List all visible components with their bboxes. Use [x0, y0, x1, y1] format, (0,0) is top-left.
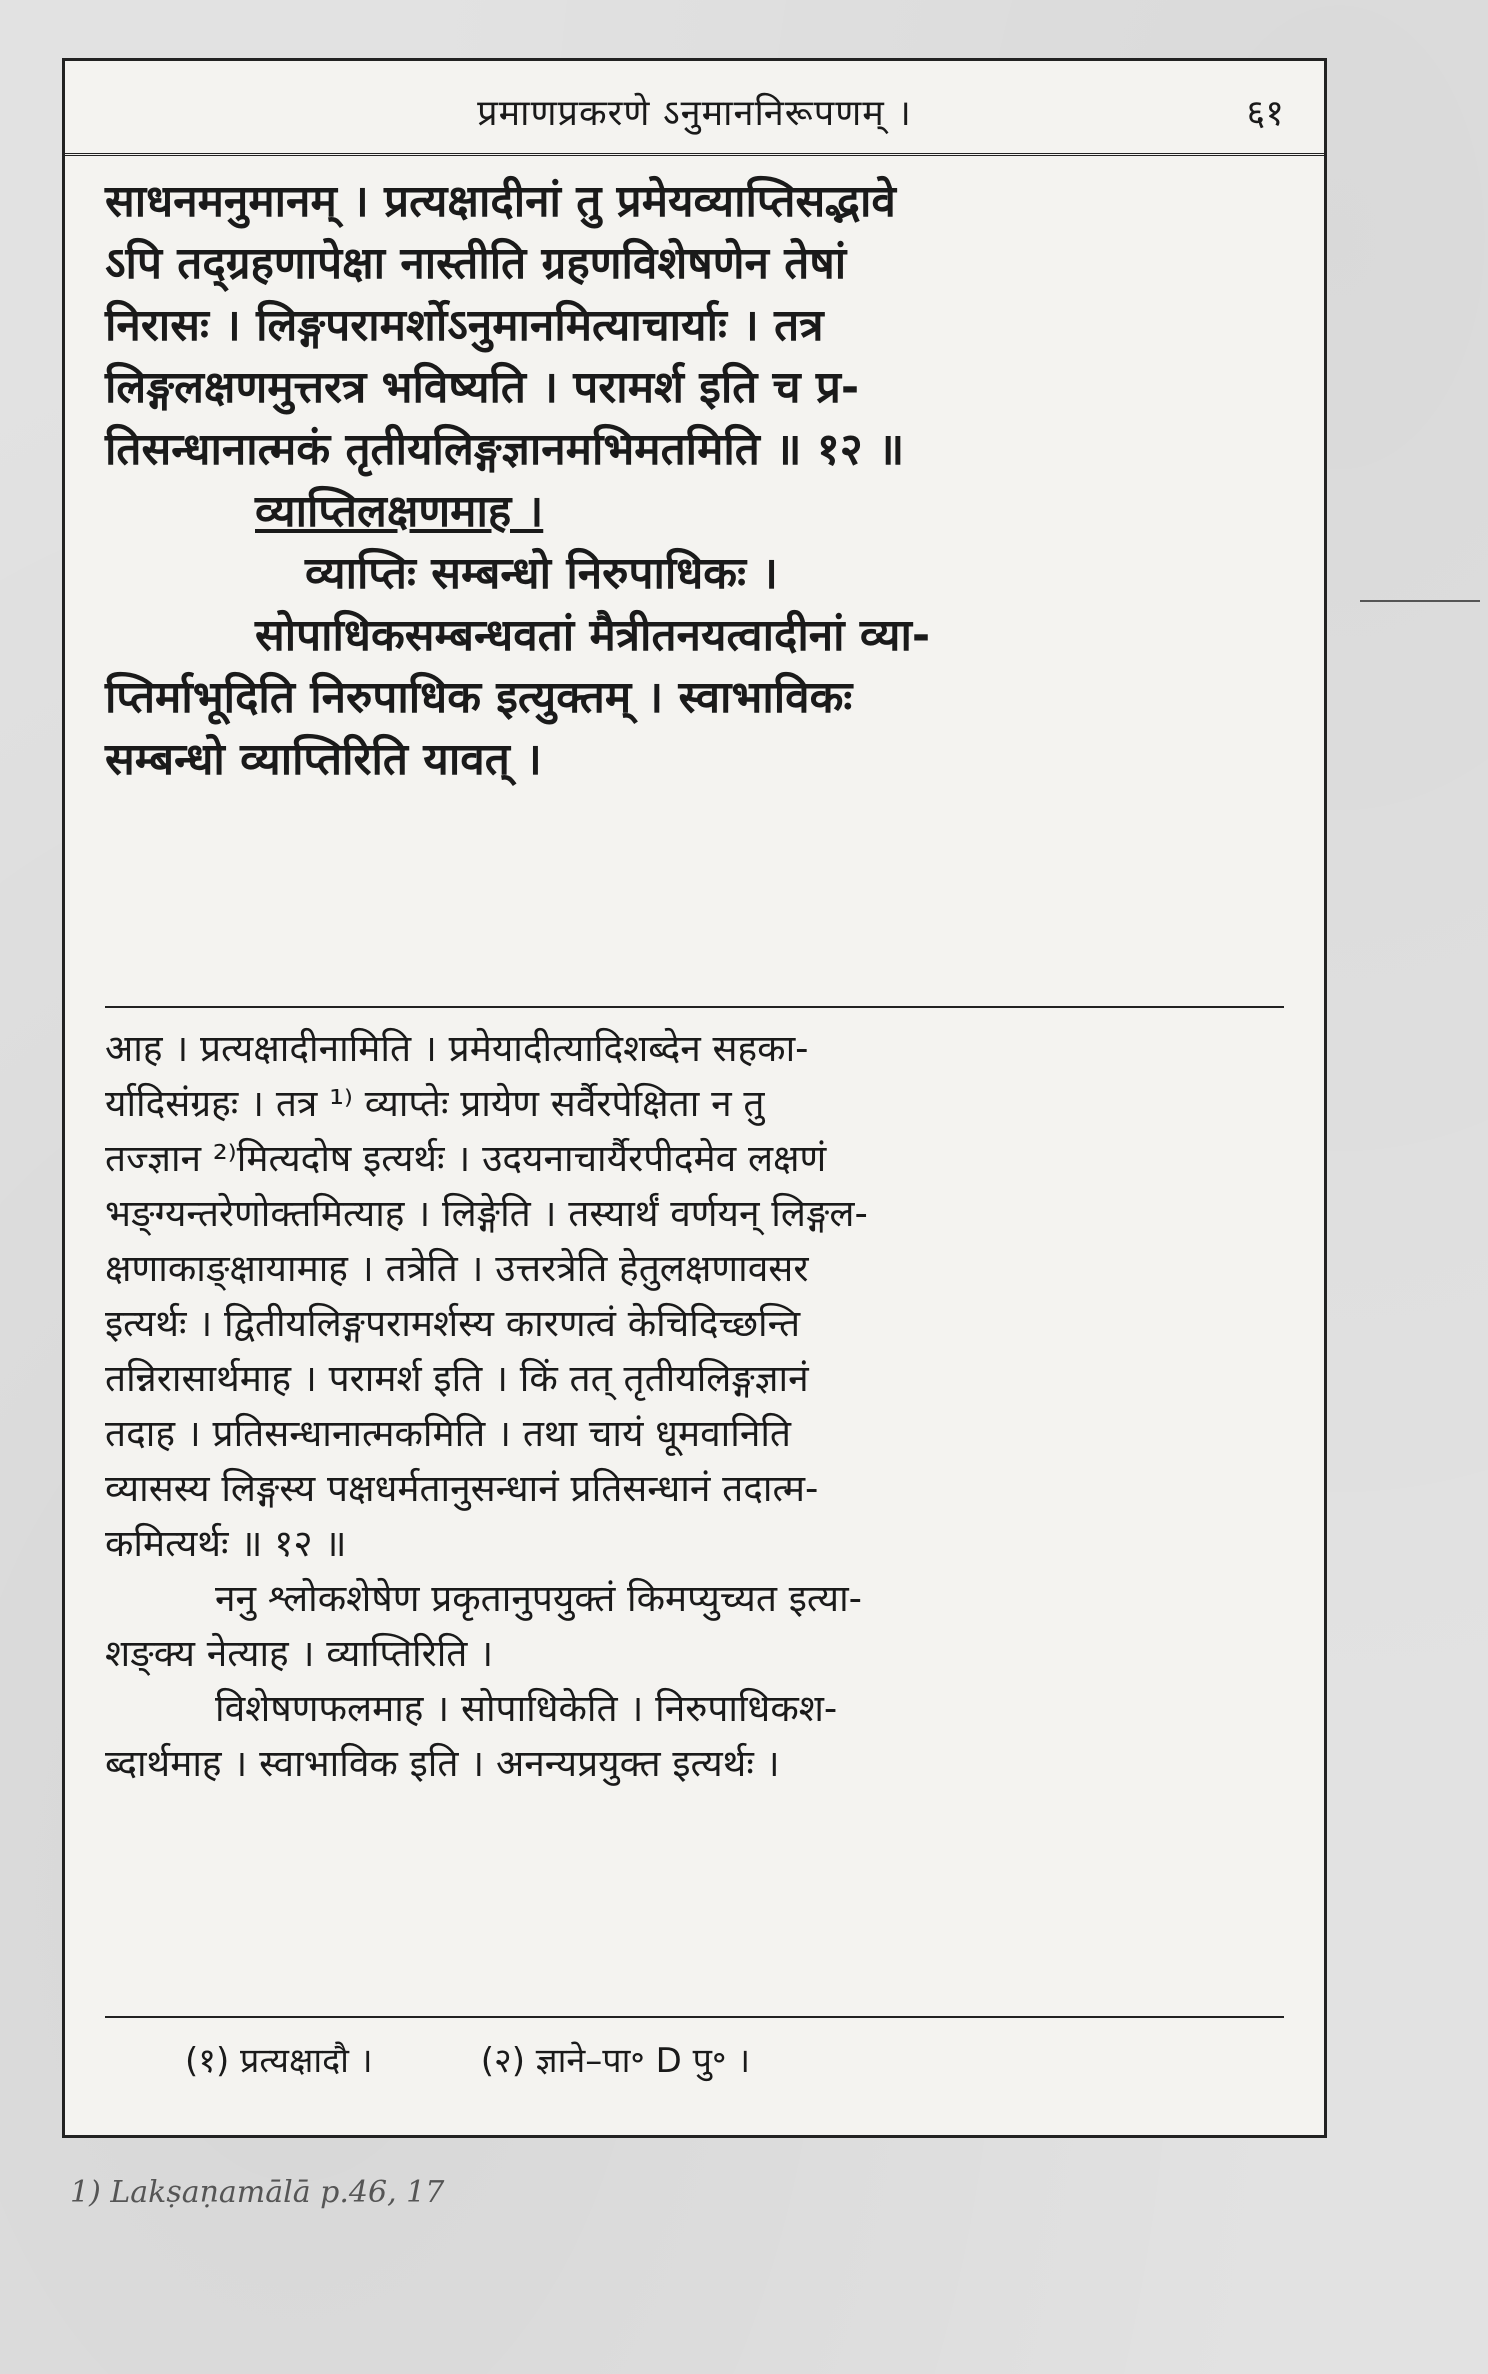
commentary-line: तज्ज्ञान ²⁾मित्यदोष इत्यर्थः । उदयनाचार्यैरपीदमेव लक्षणं	[105, 1137, 827, 1180]
commentary-line: तदाह । प्रतिसन्धानात्मकमिति । तथा चायं धूमवानिति	[105, 1412, 792, 1455]
commentary	[105, 1021, 1284, 1791]
commentary-line: भङ्ग्यन्तरेणोक्तमित्याह । लिङ्गेति । तस्यार्थं वर्णयन् लिङ्गल-	[105, 1192, 868, 1235]
commentary-line: आह । प्रत्यक्षादीनामिति । प्रमेयादीत्यादिशब्देन सहका-	[105, 1027, 809, 1070]
commentary-line: क्षणाकाङ्क्षायामाह । तत्रेति । उत्तरत्रेति हेतुलक्षणावसर	[105, 1247, 809, 1290]
footnote-1: (१) प्रत्यक्षादौ ।	[185, 2041, 373, 2081]
main-line: साधनमनुमानम् । प्रत्यक्षादीनां तु प्रमेयव्याप्तिसद्भावे	[105, 176, 896, 227]
margin-mark	[1360, 600, 1480, 602]
main-line: सोपाधिकसम्बन्धवतां मैत्रीतनयत्वादीनां व्या-	[255, 610, 931, 661]
main-line: लिङ्गलक्षणमुत्तरत्र भविष्यति । परामर्श इति च प्र-	[105, 362, 860, 413]
commentary-line: शङ्क्य नेत्याह । व्याप्तिरिति ।	[105, 1632, 494, 1675]
commentary-line: ननु श्लोकशेषेण प्रकृतानुपयुक्तं किमप्युच्यत इत्या-	[215, 1577, 863, 1620]
main-line: ऽपि तद्ग्रहणापेक्षा नास्तीति ग्रहणविशेषणेन तेषां	[105, 238, 847, 289]
section-intro: व्याप्तिलक्षणमाह ।	[255, 486, 544, 537]
main-line: प्तिर्माभूदिति निरुपाधिक इत्युक्तम् । स्वाभाविकः	[105, 672, 853, 723]
footnote-divider	[105, 2016, 1284, 2018]
commentary-line: तन्निरासार्थमाह । परामर्श इति । किं तत् तृतीयलिङ्गज्ञानं	[105, 1357, 809, 1400]
main-line: निरासः । लिङ्गपरामर्शोऽनुमानमित्याचार्याः । तत्र	[105, 300, 824, 351]
main-line: सम्बन्धो व्याप्तिरिति यावत् ।	[105, 734, 542, 785]
page-number: ६१	[1246, 93, 1284, 134]
commentary-line: विशेषणफलमाह । सोपाधिकेति । निरुपाधिकश-	[215, 1687, 838, 1730]
handwritten-note: 1) Lakṣaṇamālā p.46, 17	[70, 2175, 445, 2210]
commentary-divider	[105, 1006, 1284, 1008]
commentary-line: कमित्यर्थः ॥ १२ ॥	[105, 1522, 347, 1565]
commentary-line: ब्दार्थमाह । स्वाभाविक इति । अनन्यप्रयुक्त इत्यर्थः ।	[105, 1742, 780, 1785]
footnotes	[185, 2036, 750, 2082]
running-header	[65, 61, 1324, 156]
book-page	[62, 58, 1327, 2138]
main-line: तिसन्धानात्मकं तृतीयलिङ्गज्ञानमभिमतमिति ॥ १२ ॥	[105, 424, 905, 475]
sutra-line: व्याप्तिः सम्बन्धो निरुपाधिकः ।	[305, 548, 778, 599]
main-text	[105, 171, 1284, 791]
commentary-line: व्यासस्य लिङ्गस्य पक्षधर्मतानुसन्धानं प्रतिसन्धानं तदात्म-	[105, 1467, 819, 1510]
header-title: प्रमाणप्रकरणे ऽनुमाननिरूपणम् ।	[477, 93, 912, 134]
commentary-line: इत्यर्थः । द्वितीयलिङ्गपरामर्शस्य कारणत्वं केचिदिच्छन्ति	[105, 1302, 801, 1345]
footnote-2: (२) ज्ञाने–पा॰ D पु॰ ।	[480, 2041, 751, 2081]
commentary-line: र्यादिसंग्रहः । तत्र ¹⁾ व्याप्तेः प्रायेण सर्वैरपेक्षिता न तु	[105, 1082, 765, 1125]
